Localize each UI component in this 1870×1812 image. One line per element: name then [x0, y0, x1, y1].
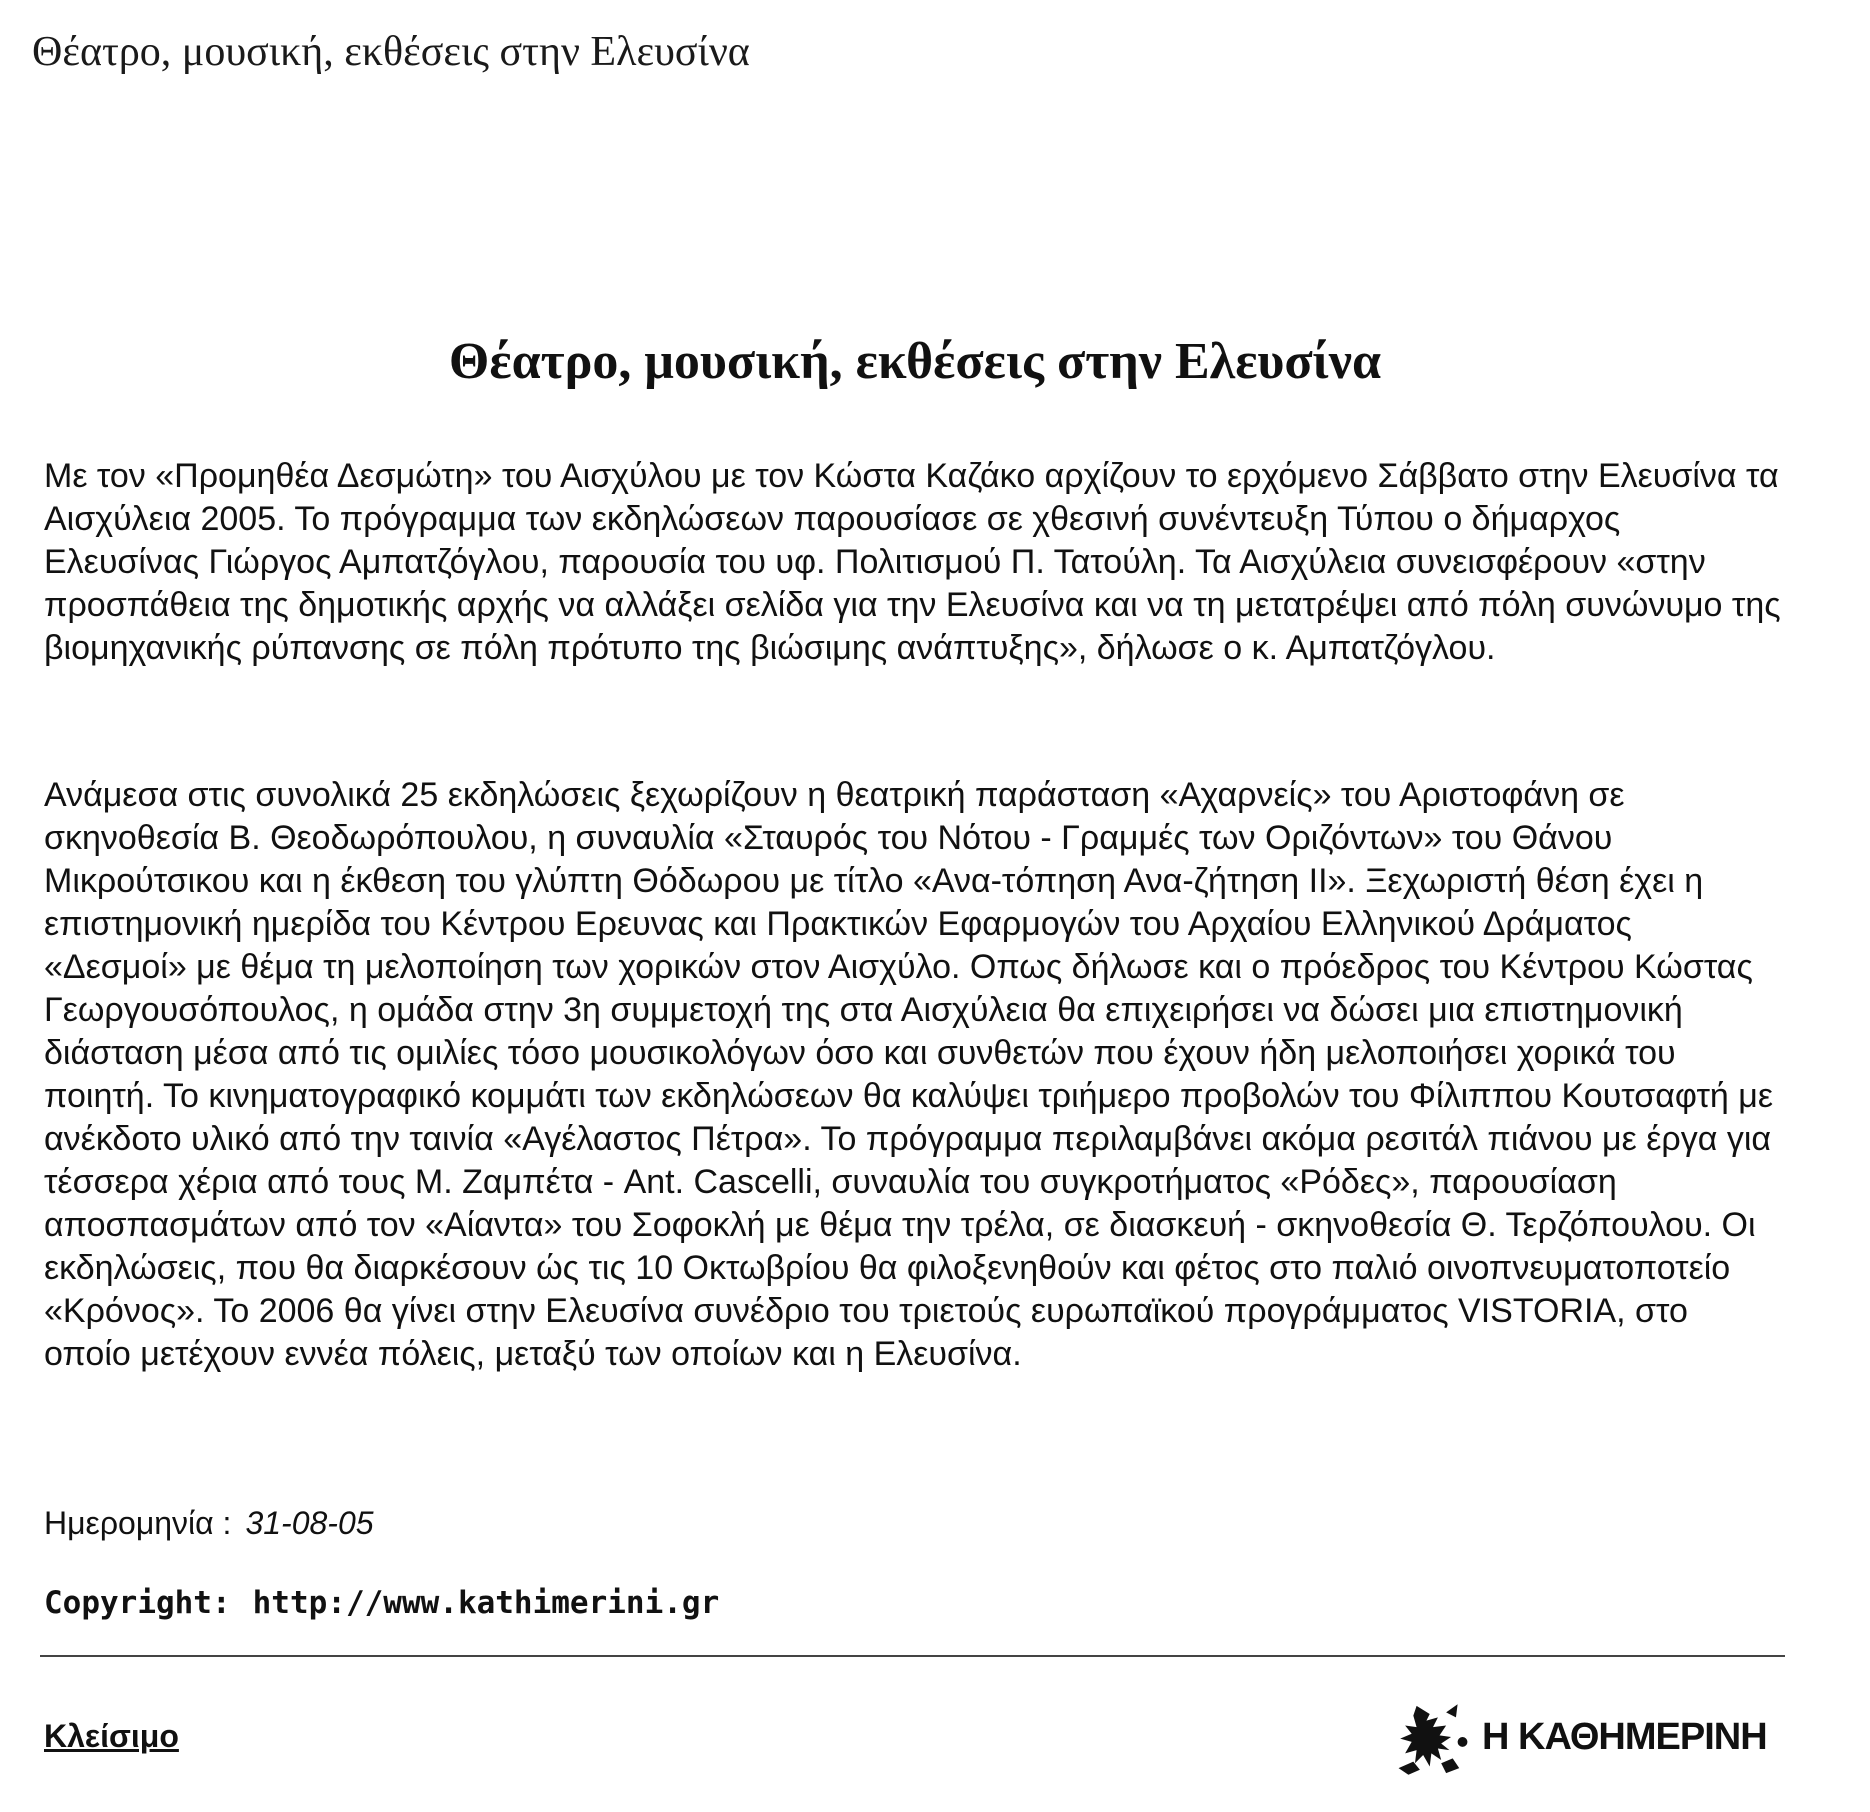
- article-paragraph-2: Ανάμεσα στις συνολικά 25 εκδηλώσεις ξεχωρίζουν η θεατρική παράσταση «Αχαρνείς» του Αριστοφάνη σε σκηνοθεσία Β. Θεοδωρόπουλου, η συναυλία «Σταυρός του Νότου - Γραμμές των Οριζόντων» του Θάνου Μικρούτσικου και η έκθεση του γλύπτη Θόδωρου με τίτλο «Ανα-τόπηση Ανα-ζήτηση ΙΙ». Ξεχωριστή θέση έχει η επιστημονική ημερίδα του Κέντρου Ερευνας και Πρακτικών Εφαρμογών του Αρχαίου Ελληνικού Δράματος «Δεσμοί» με θέμα τη μελοποίηση των χορικών στον Αισχύλο. Οπως δήλωσε και ο πρόεδρος του Κέντρου Κώστας Γεωργουσόπουλος, η ομάδα στην 3η συμμετοχή της στα Αισχύλεια θα επιχειρήσει να δώσει μια επιστημονική διάσταση μέσα από τις ομιλίες τόσο μουσικολόγων όσο και συνθετών που έχουν ήδη μελοποιήσει χορικά του ποιητή. Το κινηματογραφικό κομμάτι των εκδηλώσεων θα καλύψει τριήμερο προβολών του Φίλιππου Κουτσαφτή με ανέκδοτο υλικό από την ταινία «Αγέλαστος Πέτρα». Το πρόγραμμα περιλαμβάνει ακόμα ρεσιτάλ πιάνου με έργα για τέσσερα χέρια από τους Μ. Ζαμπέτα - Ant. Cascelli, συναυλία του συγκροτήματος «Ρόδες», παρουσίαση αποσπασμάτων από τον «Αίαντα» του Σοφοκλή με θέμα την τρέλα, σε διασκευή - σκηνοθεσία Θ. Τερζόπουλου. Οι εκδηλώσεις, που θα διαρκέσουν ώς τις 10 Οκτωβρίου θα φιλοξενηθούν και φέτος στο παλιό οινοπνευματοποτείο «Κρόνος». Το 2006 θα γίνει στην Ελευσίνα συνέδριο του τριετούς ευρωπαϊκού προγράμματος VISTORIA, στο οποίο μετέχουν εννέα πόλεις, μεταξύ των οποίων και η Ελευσίνα.: [44, 776, 1773, 1373]
- copyright-url: http://www.kathimerini.gr: [252, 1585, 720, 1621]
- window-title: Θέατρο, μουσική, εκθέσεις στην Ελευσίνα: [32, 29, 750, 75]
- date-row: [44, 1505, 374, 1542]
- griffin-logo-icon: [1392, 1696, 1474, 1778]
- brand-name: Η ΚΑΘΗΜΕΡΙΝΗ: [1482, 1715, 1767, 1758]
- copyright-row: [44, 1585, 719, 1621]
- article-paragraph-1: Με τον «Προμηθέα Δεσμώτη» του Αισχύλου με τον Κώστα Καζάκο αρχίζουν το ερχόμενο Σάββατο στην Ελευσίνα τα Αισχύλεια 2005. Το πρόγραμμα των εκδηλώσεων παρουσίασε σε χθεσινή συνέντευξη Τύπου ο δήμαρχος Ελευσίνας Γιώργος Αμπατζόγλου, παρουσία του υφ. Πολιτισμού Π. Τατούλη. Τα Αισχύλεια συνεισφέρουν «στην προσπάθεια της δημοτικής αρχής να αλλάξει σελίδα για την Ελευσίνα και να τη μετατρέψει από πόλη συνώνυμο της βιομηχανικής ρύπανσης σε πόλη πρότυπο της βιώσιμης ανάπτυξης», δήλωσε ο κ. Αμπατζόγλου.: [44, 457, 1781, 667]
- close-link[interactable]: Κλείσιμο: [44, 1718, 179, 1754]
- footer-divider: [40, 1655, 1785, 1657]
- copyright-label: Copyright:: [44, 1585, 231, 1621]
- article-title: Θέατρο, μουσική, εκθέσεις στην Ελευσίνα: [448, 333, 1382, 390]
- brand-logo: [1392, 1692, 1767, 1782]
- date-value: 31-08-05: [245, 1505, 374, 1541]
- date-label: Ημερομηνία :: [44, 1505, 232, 1541]
